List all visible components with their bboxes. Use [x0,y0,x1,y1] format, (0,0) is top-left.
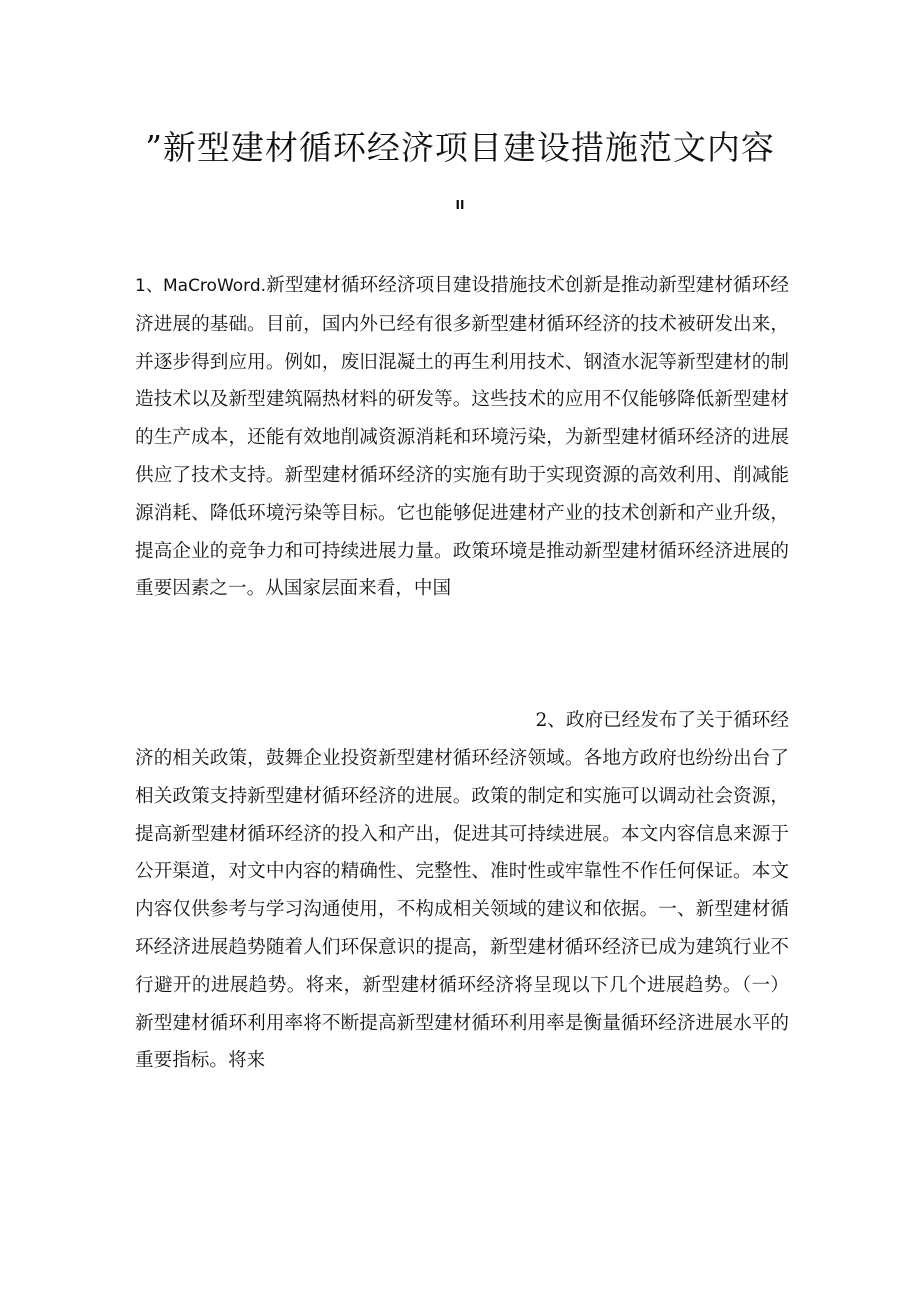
title-mark: II [455,198,465,212]
paragraph-2: 济的相关政策，鼓舞企业投资新型建材循环经济领域。各地方政府也纷纷出台了相关政策支持新型建材循环经济的进展。政策的制定和实施可以调动社会资源，提高新型建材循环经济的投入和产出，促进其可持续进展。本文内容信息来源于公开渠道，对文中内容的精确性、完整性、准时性或牢靠性不作任何保证。本文内容仅供参考与学习沟通使用，不构成相关领域的建议和依据。一、新型建材循环经济进展趋势随着人们环保意识的提高，新型建材循环经济已成为建筑行业不行避开的进展趋势。将来，新型建材循环经济将呈现以下几个进展趋势。（一）新型建材循环利用率将不断提高新型建材循环利用率是衡量循环经济进展水平的重要指标。将来 [135,748,789,1072]
paragraph-1 [135,267,789,608]
paragraph-1-text: 新型建材循环经济项目建设措施技术创新是推动新型建材循环经济进展的基础。目前，国内外已经有很多新型建材循环经济的技术被研发出来，并逐步得到应用。例如，废旧混凝土的再生利用技术、钢渣水泥等新型建材的制造技术以及新型建筑隔热材料的研发等。这些技术的应用不仅能够降低新型建材的生产成本，还能有效地削减资源消耗和环境污染，为新型建材循环经济的进展供应了技术支持。新型建材循环经济的实施有助于实现资源的高效利用、削减能源消耗、降低环境污染等目标。它也能够促进建材产业的技术创新和产业升级，提高企业的竞争力和可持续进展力量。政策环境是推动新型建材循环经济进展的重要因素之一。从国家层面来看，中国 [135,275,789,600]
document-title: ”新型建材循环经济项目建设措施范文内容 [145,128,775,167]
paragraph-1-prefix: 1、MaCroWord. [135,276,267,296]
section-2-heading: 2、政府已经发布了关于循环经 [535,710,789,731]
